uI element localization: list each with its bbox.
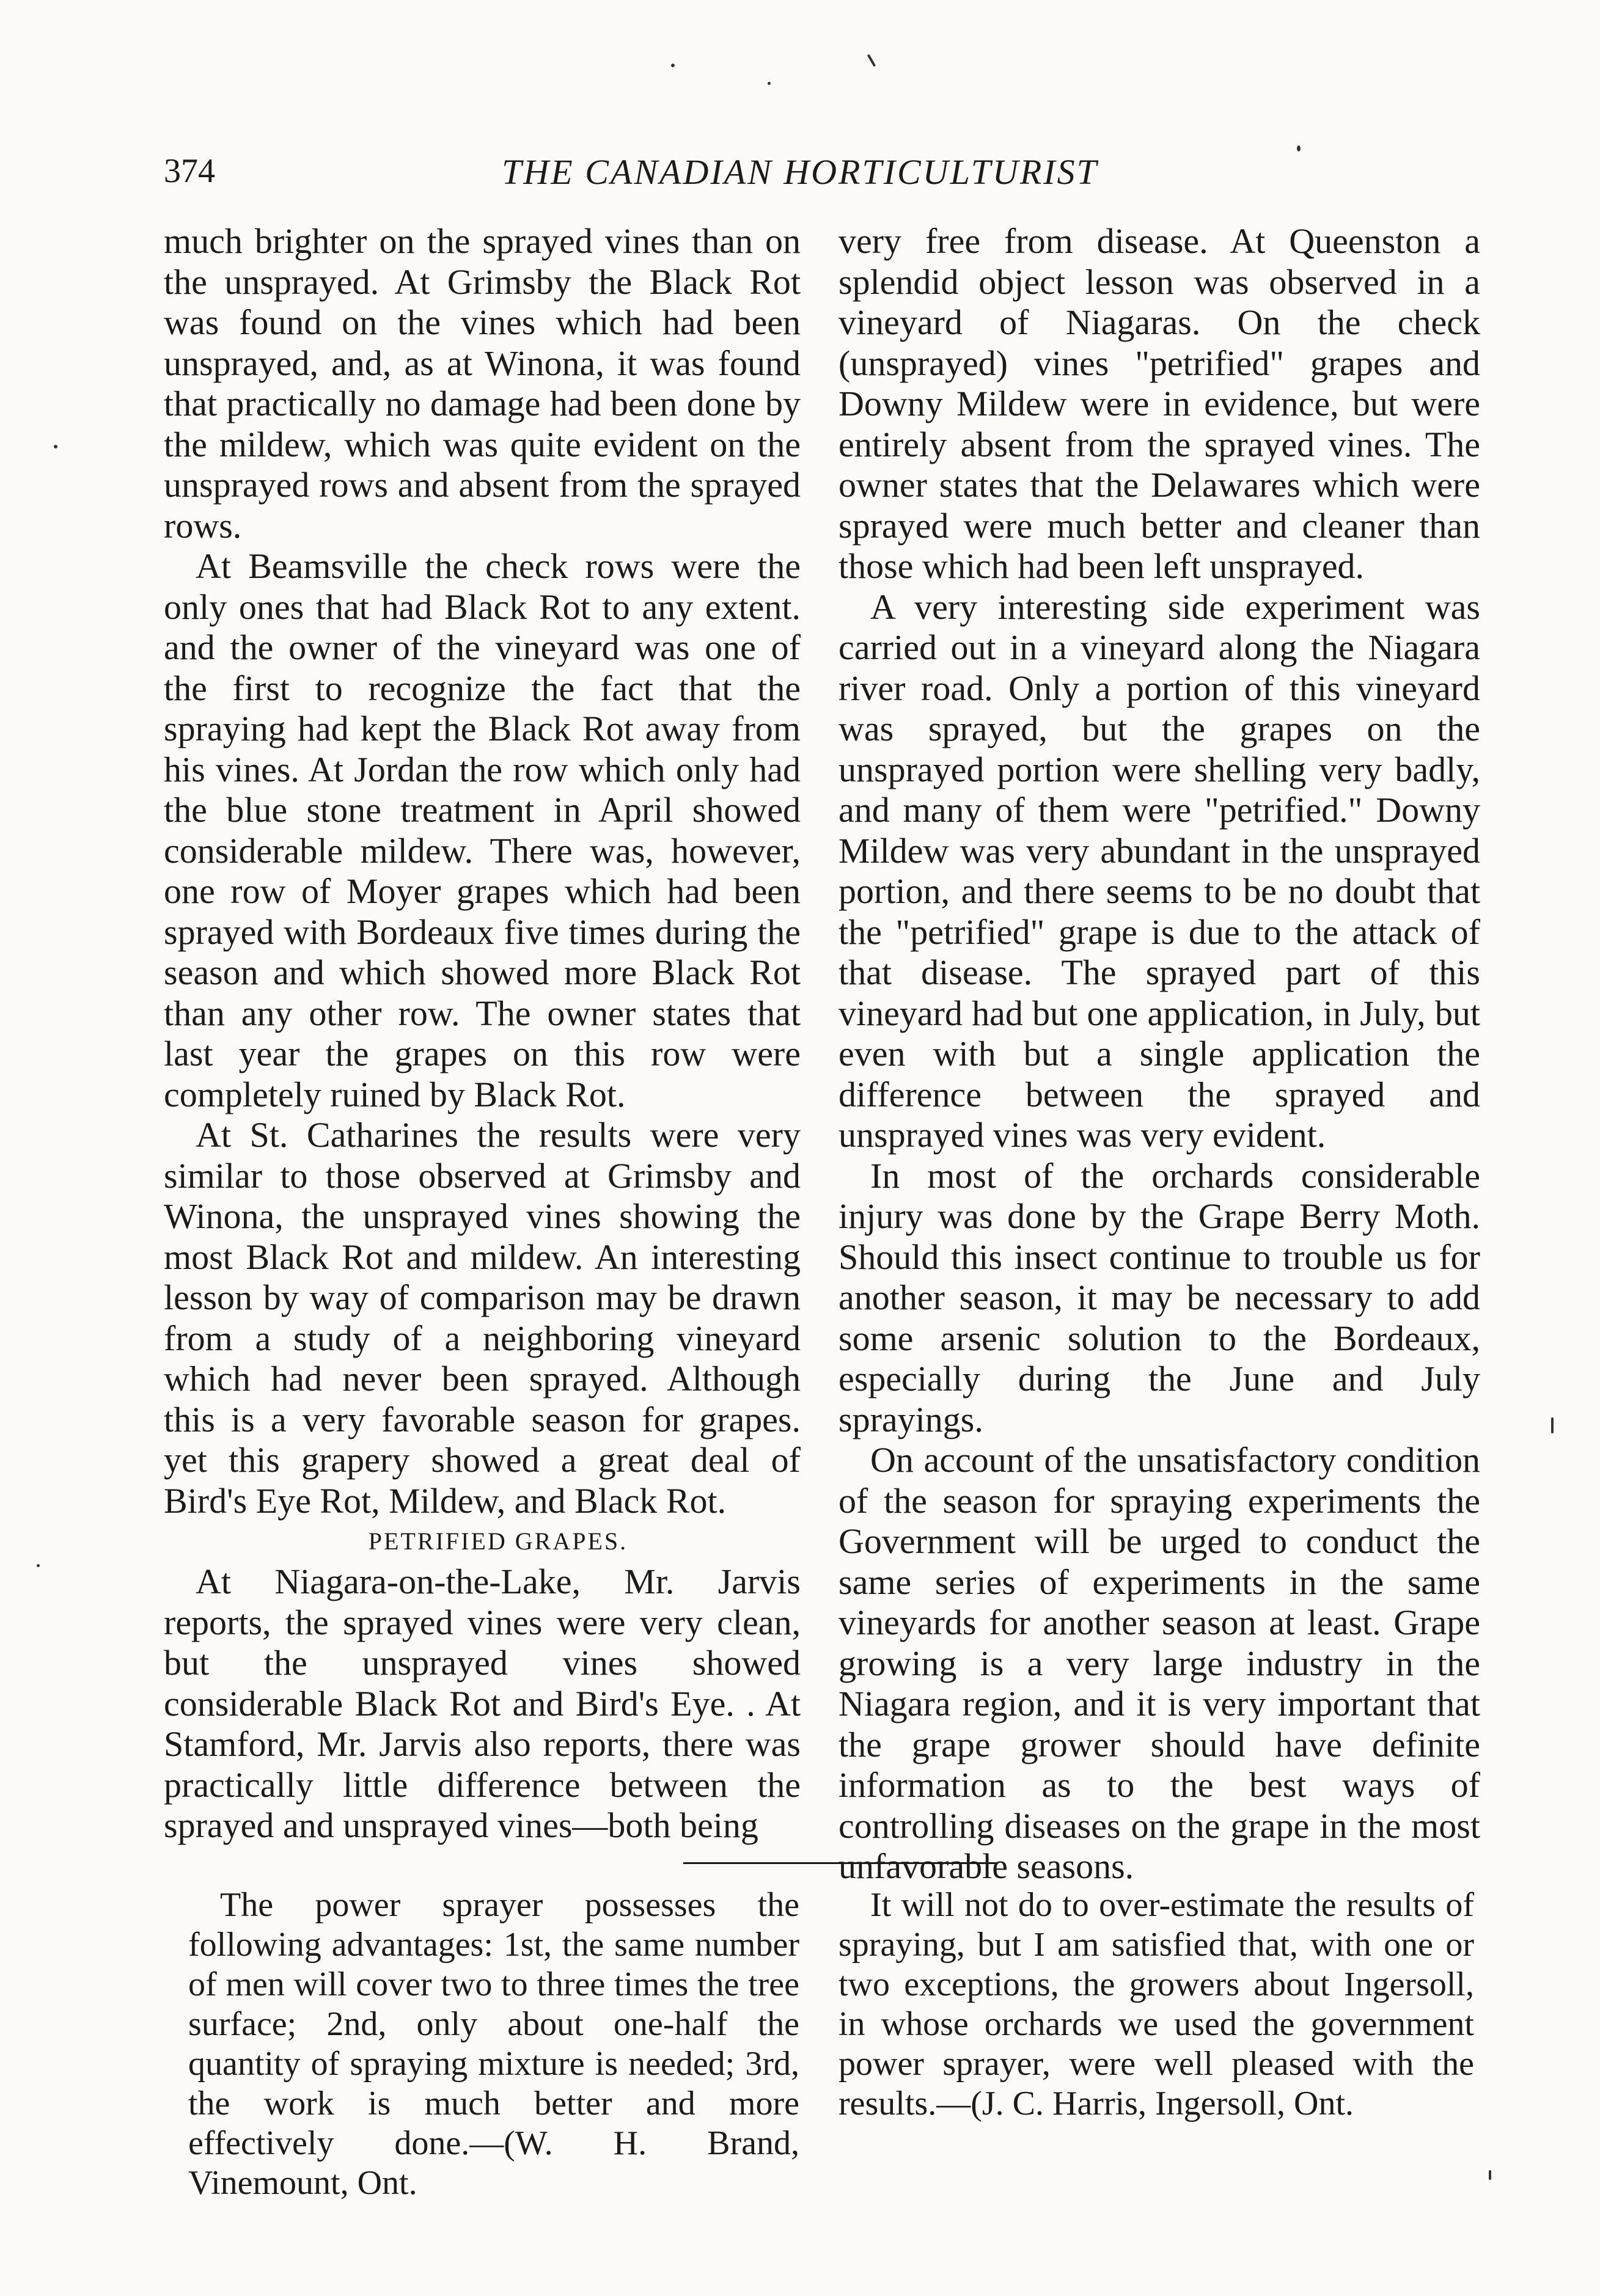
paragraph: At Beamsville the check rows were the only ones that had Black Rot to any extent. and the owner of the vineyard was one of the first to recognize the fact that the spraying had kept the Black Rot away from his vines. At Jordan the row which only had the blue stone treatment in April showed considerable mildew. There was, however, one row of Moyer grapes which had been sprayed with Bordeaux five times during the season and which showed more Black Rot than any other row. The owner states that last year the grapes on this row were completely ruined by Black Rot. xyxy=(164,546,801,1114)
paragraph: On account of the unsatisfactory condition of the season for spraying experiments the Government will be urged to conduct the same series of experiments in the same vineyards for another season at least. Grape growing is a very large industry in the Niagara region, and it is very important that the grape grower should have definite information as to the best ways of controlling diseases on the grape in the most unfavorable seasons. xyxy=(839,1440,1480,1886)
section-subheading: PETRIFIED GRAPES. xyxy=(368,1527,628,1555)
scan-speck xyxy=(768,82,771,85)
running-title: THE CANADIAN HORTICULTURIST xyxy=(502,152,1098,192)
scan-speck xyxy=(1489,2170,1491,2180)
scan-speck xyxy=(37,1564,40,1567)
paragraph: At St. Catharines the results were very similar to those observed at Grimsby and Winona, the unsprayed vines showing the most Black Rot and mildew. An interesting lesson by way of comparison may be drawn from a study of a neighboring vineyard which had never been sprayed. Although this is a very favorable season for grapes. yet this grapery showed a great deal of Bird's Eye Rot, Mildew, and Black Rot. xyxy=(164,1115,801,1521)
paragraph: It will not do to over-estimate the results of spraying, but I am satisfied that, with one or two exceptions, the growers about Ingersoll, in whose orchards we used the government power sprayer, were well pleased with the results.—(J. C. Harris, Ingersoll, Ont. xyxy=(839,1886,1474,2122)
scan-speck xyxy=(1297,145,1301,152)
section-divider xyxy=(683,1862,996,1864)
bottom-right-column xyxy=(839,1885,1474,2124)
page-header xyxy=(0,152,1600,200)
scan-speck xyxy=(867,54,876,67)
paragraph: very free from disease. At Queenston a splendid object lesson was observed in a vineyard of Niagaras. On the check (unsprayed) vines "petrified" grapes and Downy Mildew were in evidence, but were entirely absent from the sprayed vines. The owner states that the Delawares which were sprayed were much better and cleaner than those which had been left unsprayed. xyxy=(839,221,1480,586)
scan-speck xyxy=(1551,1417,1554,1433)
paragraph: A very interesting side experiment was carried out in a vineyard along the Niagara river road. Only a portion of this vineyard was sprayed, but the grapes on the unsprayed portion were shelling very badly, and many of them were "petrified." Downy Mildew was very abundant in the unsprayed portion, and there seems to be no doubt that the "petrified" grape is due to the attack of that disease. The sprayed part of this vineyard had but one application, in July, but even with but a single application the difference between the sprayed and unsprayed vines was very evident. xyxy=(839,587,1480,1155)
right-column xyxy=(839,221,1480,1887)
paragraph: The power sprayer possesses the following advantages: 1st, the same number of men will cover two to three times the tree surface; 2nd, only about one-half the quantity of spraying mixture is needed; 3rd, the work is much better and more effectively done.—(W. H. Brand, Vinemount, Ont. xyxy=(188,1886,799,2202)
bottom-left-column xyxy=(188,1885,799,2203)
scan-speck xyxy=(671,64,675,67)
paragraph: At Niagara-on-the-Lake, Mr. Jarvis reports, the sprayed vines were very clean, but the unsprayed vines showed considerable Black Rot and Bird's Eye. . At Stamford, Mr. Jarvis also reports, there was practically little difference between the sprayed and unsprayed vines—both being xyxy=(164,1562,801,1845)
scan-speck xyxy=(54,445,57,448)
page-number: 374 xyxy=(164,152,215,190)
paragraph: In most of the orchards considerable injury was done by the Grape Berry Moth. Should this insect continue to trouble us for another season, it may be necessary to add some arsenic solution to the Bordeaux, especially during the June and July sprayings. xyxy=(839,1155,1480,1439)
left-column xyxy=(164,221,801,1846)
paragraph: much brighter on the sprayed vines than on the unsprayed. At Grimsby the Black Rot was found on the vines which had been unsprayed, and, as at Winona, it was found that practically no damage had been done by the mildew, which was quite evident on the unsprayed rows and absent from the sprayed rows. xyxy=(164,221,801,546)
